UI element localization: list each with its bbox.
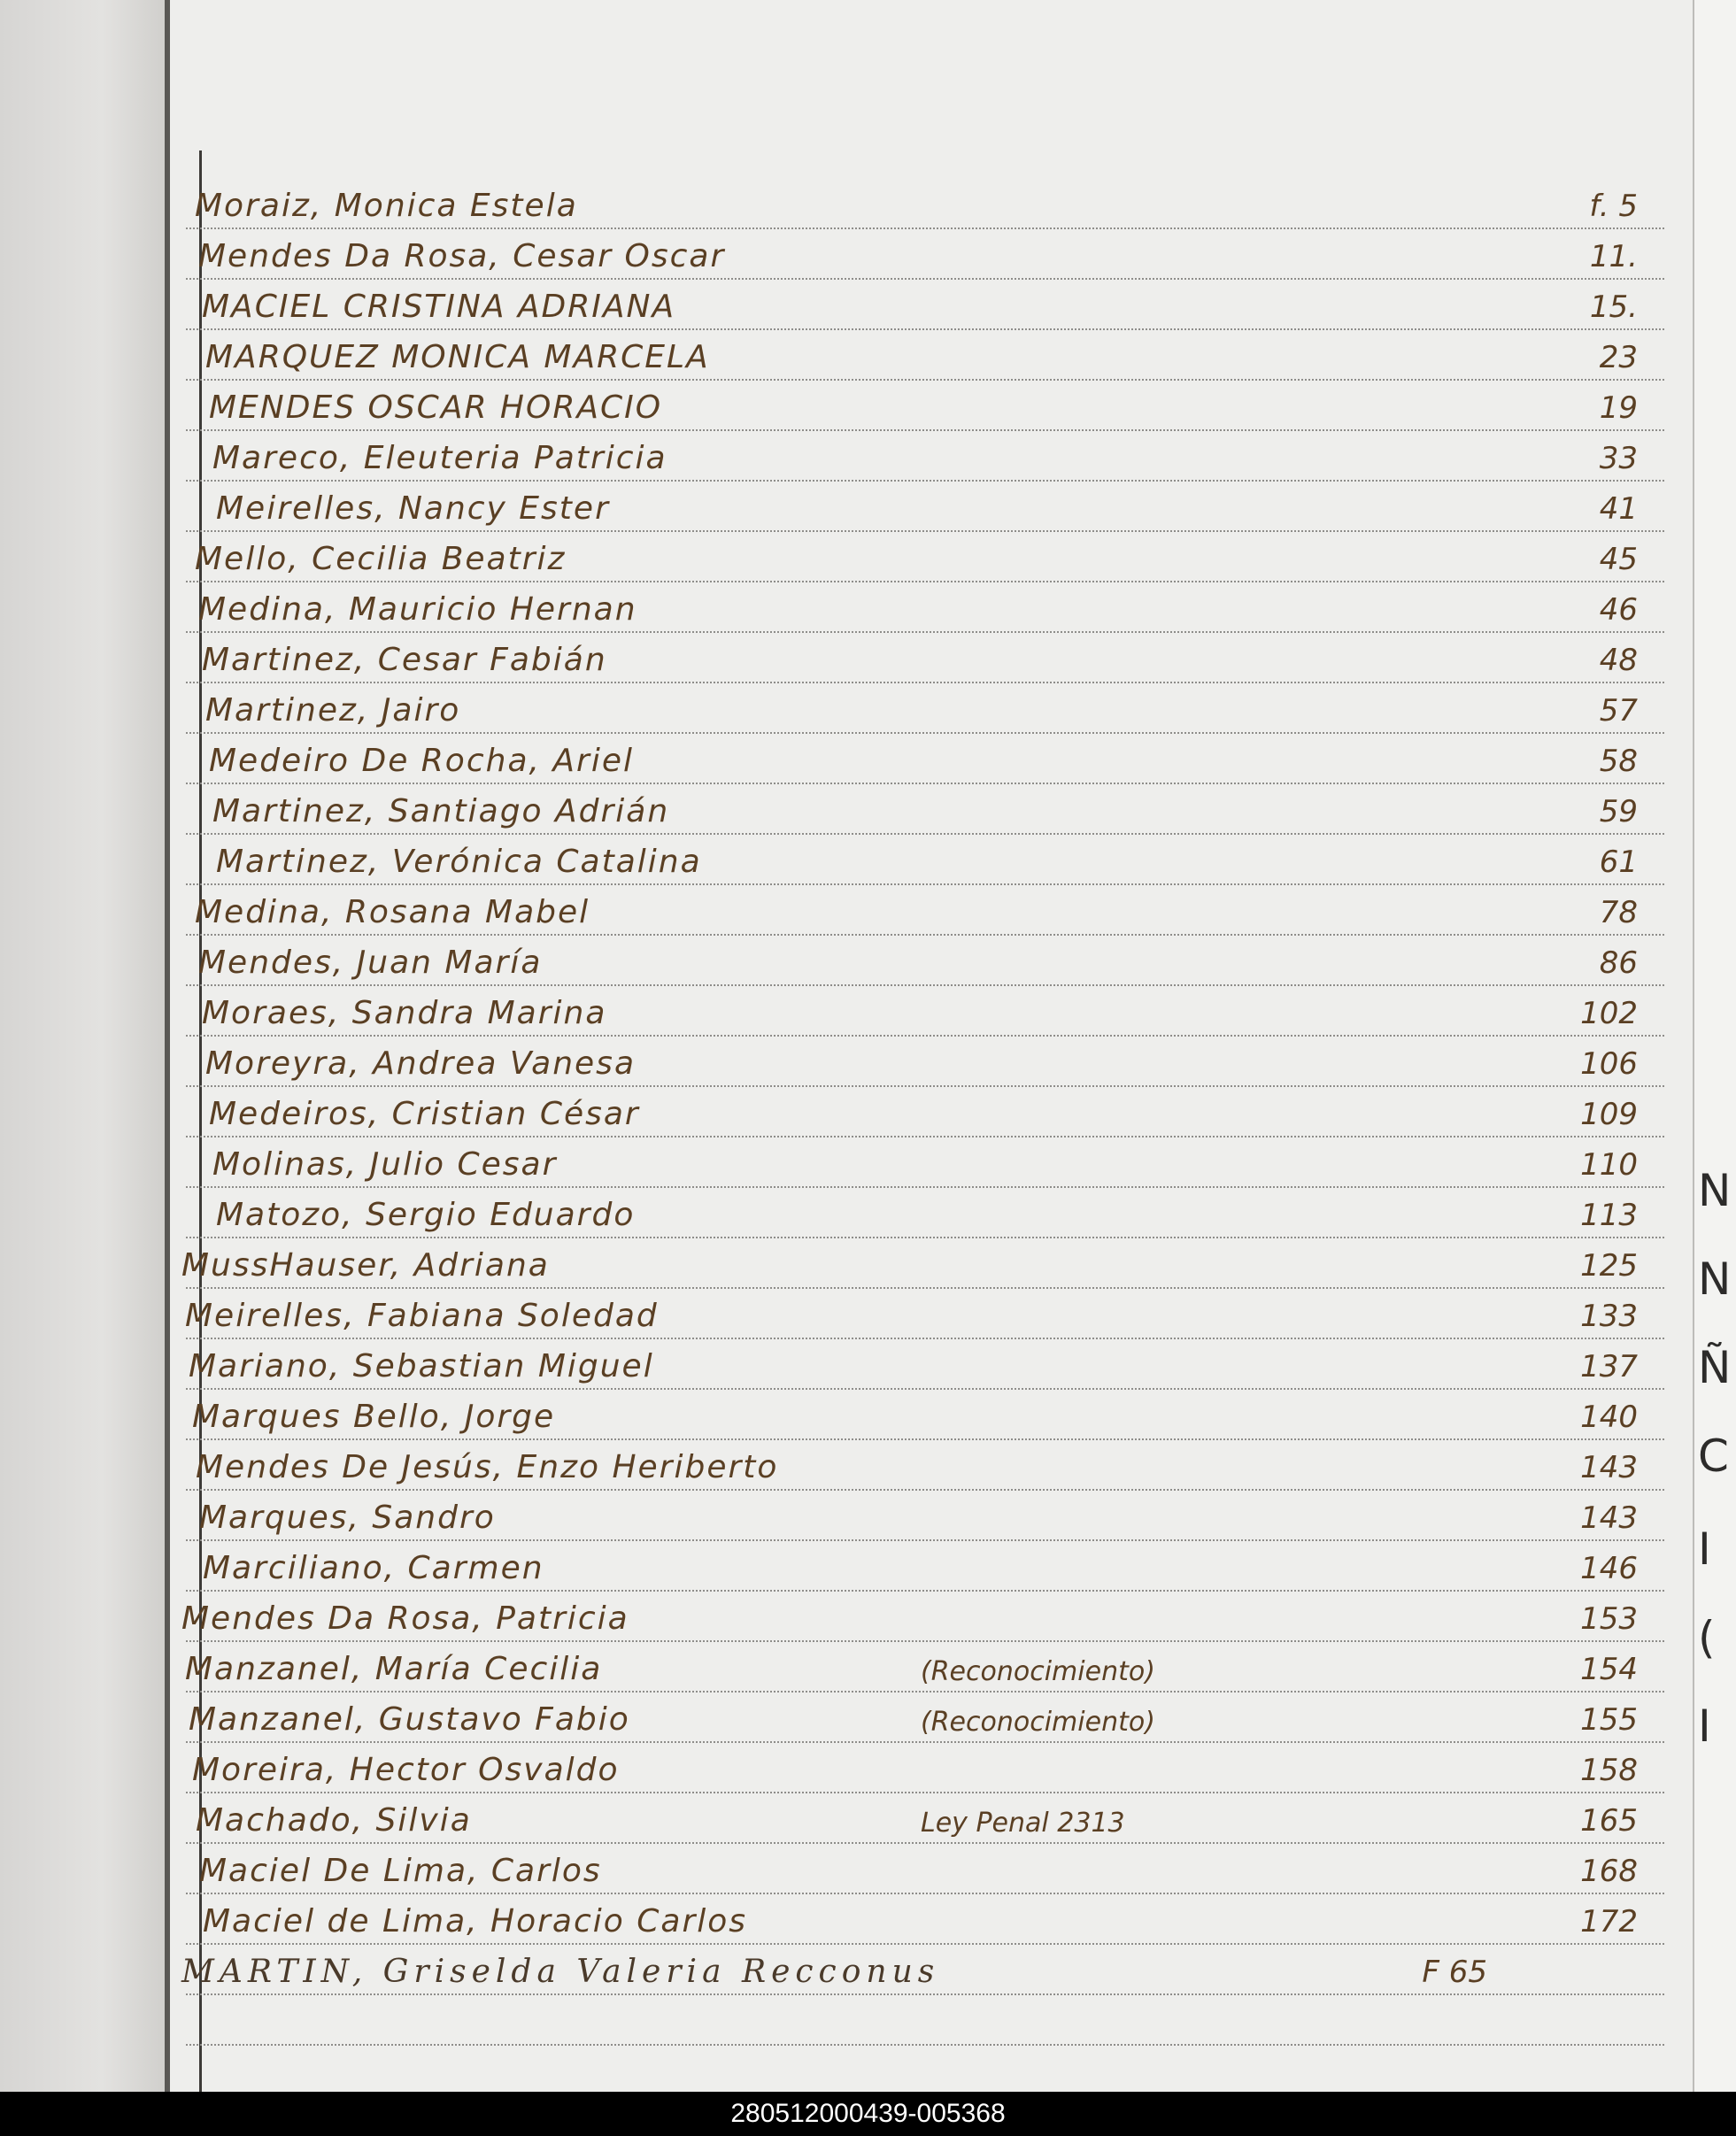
entry-name: Martinez, Jairo: [205, 692, 461, 729]
ruled-entries: [181, 177, 1664, 2071]
entry-name: Moreyra, Andrea Vanesa: [205, 1045, 637, 1082]
ledger-entry: [186, 1287, 1664, 1338]
adjacent-page-letter: N: [1698, 1253, 1732, 1305]
ledger-entry: [186, 530, 1664, 581]
entry-name: Marques Bello, Jorge: [192, 1399, 556, 1435]
right-page-edge: [1693, 0, 1736, 2092]
entry-name: Martinez, Santiago Adrián: [212, 793, 670, 829]
entry-name: Maciel de Lima, Horacio Carlos: [203, 1903, 748, 1939]
entry-folio: 168: [1580, 1854, 1638, 1889]
entry-folio: 106: [1580, 1046, 1638, 1082]
ledger-entry: [186, 1136, 1664, 1186]
entry-folio: 59: [1599, 794, 1638, 829]
ledger-entry: [186, 934, 1664, 984]
scan-id-footer: 280512000439-005368: [0, 2092, 1736, 2136]
ledger-entry: [186, 1438, 1664, 1489]
ledger-entry: [186, 1489, 1664, 1539]
entry-folio: f. 5: [1589, 189, 1638, 224]
entry-name: Mello, Cecilia Beatriz: [195, 541, 567, 577]
entry-folio: 46: [1599, 592, 1638, 628]
entry-name: Mendes Da Rosa, Cesar Oscar: [198, 238, 726, 274]
ruled-line: [186, 1993, 1664, 1995]
entry-name: Martinez, Cesar Fabián: [202, 642, 607, 678]
entry-folio: 172: [1580, 1904, 1638, 1939]
ledger-entry: [181, 1590, 1664, 1640]
ledger-entry: [186, 379, 1664, 429]
entry-name: Mendes, Juan María: [198, 945, 543, 981]
ledger-entry: [186, 278, 1664, 328]
entry-folio: 113: [1580, 1198, 1638, 1233]
entry-name: Mareco, Eleuteria Patricia: [212, 440, 667, 476]
entry-name: Machado, Silvia: [196, 1802, 472, 1839]
ledger-entry: [186, 1539, 1664, 1590]
entry-name: Mendes De Jesús, Enzo Heriberto: [196, 1449, 779, 1485]
ledger-entry: [186, 1792, 1664, 1842]
ledger-entry: [186, 783, 1664, 833]
entry-folio: 158: [1580, 1753, 1638, 1788]
entry-folio: 15.: [1589, 289, 1638, 325]
ledger-entry: [186, 1085, 1664, 1136]
adjacent-page-letter: I: [1698, 1523, 1711, 1575]
ledger-entry: [186, 480, 1664, 530]
entry-folio: 58: [1599, 744, 1638, 779]
ledger-entry: [186, 429, 1664, 480]
entry-folio: 146: [1580, 1551, 1638, 1586]
entry-name: Mariano, Sebastian Miguel: [189, 1348, 654, 1384]
ledger-entry: [186, 1035, 1664, 1085]
adjacent-page-letter: N: [1698, 1165, 1732, 1216]
ledger-entry: [186, 1338, 1664, 1388]
entry-note: (Reconocimiento): [921, 1707, 1155, 1738]
adjacent-page-letter: (: [1698, 1612, 1716, 1663]
ledger-entry: [186, 1640, 1664, 1691]
entry-folio: 137: [1580, 1349, 1638, 1384]
entry-name: Marciliano, Carmen: [203, 1550, 544, 1586]
ledger-entry: [186, 1186, 1664, 1237]
entry-name: MARQUEZ MONICA MARCELA: [205, 339, 710, 375]
ledger-entry: [186, 227, 1664, 278]
entry-folio: 110: [1580, 1147, 1638, 1183]
entry-name: Matozo, Sergio Eduardo: [216, 1197, 636, 1233]
entry-folio: 154: [1580, 1652, 1638, 1687]
entry-name: Maciel De Lima, Carlos: [199, 1853, 602, 1889]
entry-name: Mendes Da Rosa, Patricia: [181, 1600, 629, 1637]
ledger-entry: [186, 732, 1664, 783]
entry-folio: 57: [1599, 693, 1638, 729]
entry-name: MussHauser, Adriana: [181, 1247, 550, 1284]
entry-folio: 86: [1599, 945, 1638, 981]
entry-name: MARTIN, Griselda Valeria Recconus: [181, 1954, 940, 1990]
ledger-entry: [186, 1388, 1664, 1438]
ledger-entry: [181, 1943, 1664, 1993]
entry-folio: 19: [1599, 390, 1638, 426]
entry-folio: 33: [1599, 441, 1638, 476]
entry-folio: 165: [1580, 1803, 1638, 1839]
entry-name: MENDES OSCAR HORACIO: [209, 389, 663, 426]
entry-name: Medeiro De Rocha, Ariel: [209, 743, 634, 779]
entry-folio: 133: [1580, 1299, 1638, 1334]
entry-folio: 23: [1599, 340, 1638, 375]
entry-name: Medina, Mauricio Hernan: [198, 591, 637, 628]
entry-folio: 143: [1580, 1450, 1638, 1485]
ledger-entry: [186, 682, 1664, 732]
entry-name: Manzanel, Gustavo Fabio: [189, 1701, 630, 1738]
entry-folio: 41: [1599, 491, 1638, 527]
entry-name: Molinas, Julio Cesar: [212, 1146, 558, 1183]
adjacent-page-letter: Ñ: [1698, 1342, 1732, 1393]
entry-folio: 143: [1580, 1500, 1638, 1536]
entry-name: Medeiros, Cristian César: [209, 1096, 640, 1132]
entry-folio: 140: [1580, 1400, 1638, 1435]
ledger-entry: [186, 631, 1664, 682]
ledger-entry: [186, 328, 1664, 379]
entry-folio: 155: [1580, 1702, 1638, 1738]
entry-name: Martinez, Verónica Catalina: [216, 844, 702, 880]
entry-folio: 61: [1599, 844, 1638, 880]
entry-folio: F 65: [1422, 1955, 1487, 1990]
entry-folio: 109: [1580, 1097, 1638, 1132]
entry-folio: 153: [1580, 1601, 1638, 1637]
adjacent-page-letter: C: [1698, 1430, 1729, 1482]
entry-folio: 125: [1580, 1248, 1638, 1284]
entry-name: Medina, Rosana Mabel: [195, 894, 590, 930]
entry-folio: 11.: [1589, 239, 1638, 274]
entry-name: Meirelles, Nancy Ester: [216, 490, 610, 527]
entry-folio: 102: [1580, 996, 1638, 1031]
ledger-entry: [186, 1893, 1664, 1943]
ledger-entry: [186, 1842, 1664, 1893]
ruled-line: [186, 2044, 1664, 2046]
entry-name: Meirelles, Fabiana Soledad: [185, 1298, 659, 1334]
ledger-entry: [186, 1691, 1664, 1741]
ledger-entry: [181, 1237, 1664, 1287]
ledger-entry: [186, 1741, 1664, 1792]
ledger-entry: [186, 984, 1664, 1035]
ledger-entry: [186, 177, 1664, 227]
entry-folio: 45: [1599, 542, 1638, 577]
entry-name: Moraiz, Monica Estela: [195, 188, 578, 224]
entry-name: Marques, Sandro: [199, 1500, 496, 1536]
left-page-edge: [0, 0, 170, 2092]
entry-name: MACIEL CRISTINA ADRIANA: [202, 289, 676, 325]
entry-name: Manzanel, María Cecilia: [185, 1651, 603, 1687]
ledger-entry: [186, 581, 1664, 631]
entry-folio: 48: [1599, 643, 1638, 678]
entry-folio: 78: [1599, 895, 1638, 930]
ledger-entry: [186, 883, 1664, 934]
entry-name: Moreira, Hector Osvaldo: [192, 1752, 620, 1788]
adjacent-page-letter: I: [1698, 1700, 1711, 1752]
entry-note: Ley Penal 2313: [921, 1808, 1125, 1839]
entry-note: (Reconocimiento): [921, 1656, 1155, 1687]
ledger-entry: [186, 833, 1664, 883]
entry-name: Moraes, Sandra Marina: [202, 995, 607, 1031]
